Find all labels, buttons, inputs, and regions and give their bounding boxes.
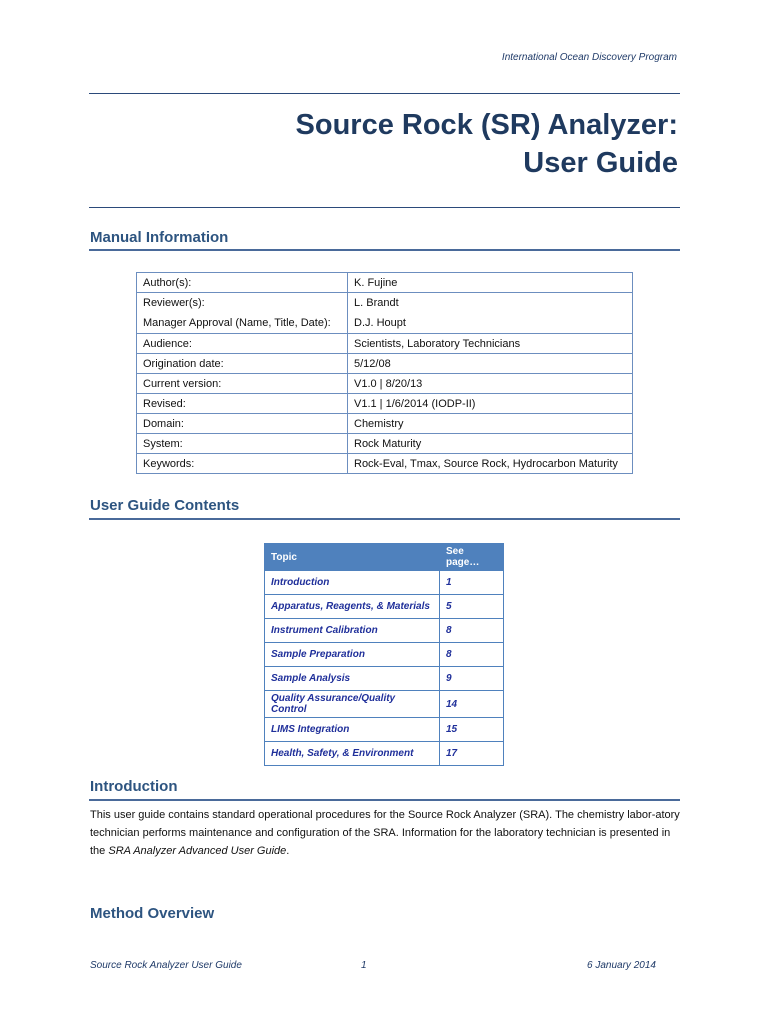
organization-name: International Ocean Discovery Program bbox=[501, 52, 677, 63]
title-rule bbox=[89, 207, 680, 208]
toc-topic-link[interactable]: LIMS Integration bbox=[265, 718, 440, 742]
table-row bbox=[137, 434, 633, 454]
toc-page-link[interactable]: 17 bbox=[440, 742, 504, 766]
info-key: Audience: bbox=[137, 334, 348, 354]
introduction-heading: Introduction bbox=[90, 778, 178, 795]
advanced-guide-reference: SRA Analyzer Advanced User Guide bbox=[108, 845, 287, 857]
toc-page-link[interactable]: 1 bbox=[440, 571, 504, 595]
top-rule bbox=[89, 93, 680, 94]
info-value: 5/12/08 bbox=[348, 354, 633, 374]
manual-info-table bbox=[136, 272, 633, 474]
topic-column-header: Topic bbox=[265, 544, 440, 571]
table-row bbox=[137, 394, 633, 414]
table-row bbox=[137, 454, 633, 474]
footer-date: 6 January 2014 bbox=[587, 960, 656, 971]
info-value: Chemistry bbox=[348, 414, 633, 434]
info-key: Origination date: bbox=[137, 354, 348, 374]
contents-table bbox=[264, 543, 504, 766]
table-row bbox=[137, 374, 633, 394]
info-value: D.J. Houpt bbox=[354, 317, 406, 329]
table-row bbox=[137, 293, 633, 334]
introduction-text-end: . bbox=[286, 845, 290, 857]
method-overview-heading: Method Overview bbox=[90, 905, 215, 922]
info-key: System: bbox=[137, 434, 348, 454]
info-key: Keywords: bbox=[137, 454, 348, 474]
page-column-header: See page… bbox=[440, 544, 504, 571]
toc-topic-link[interactable]: Instrument Calibration bbox=[265, 619, 440, 643]
toc-page-link[interactable]: 15 bbox=[440, 718, 504, 742]
toc-topic-link[interactable]: Apparatus, Reagents, & Materials bbox=[265, 595, 440, 619]
info-key: Author(s): bbox=[137, 273, 348, 293]
table-row[interactable] bbox=[265, 718, 504, 742]
table-row[interactable] bbox=[265, 691, 504, 718]
info-value: Rock Maturity bbox=[348, 434, 633, 454]
table-row[interactable] bbox=[265, 667, 504, 691]
info-key: Current version: bbox=[137, 374, 348, 394]
toc-page-link[interactable]: 14 bbox=[440, 691, 504, 718]
toc-topic-link[interactable]: Health, Safety, & Environment bbox=[265, 742, 440, 766]
toc-topic-link[interactable]: Sample Preparation bbox=[265, 643, 440, 667]
manual-info-heading: Manual Information bbox=[90, 229, 229, 246]
table-row bbox=[137, 334, 633, 354]
toc-page-link[interactable]: 5 bbox=[440, 595, 504, 619]
title-line-1: Source Rock (SR) Analyzer: bbox=[295, 109, 678, 141]
info-key: Manager Approval (Name, Title, Date): bbox=[143, 317, 331, 329]
footer-document-name: Source Rock Analyzer User Guide bbox=[90, 960, 242, 971]
introduction-paragraph bbox=[90, 806, 682, 860]
table-row bbox=[137, 414, 633, 434]
document-title bbox=[296, 106, 678, 182]
introduction-text: This user guide contains standard operational procedures for the Source Rock Analyzer (SRA). The chemistry labor-atory technician performs maintenance and configuration of the SRA. Information for the laboratory technician is presented in the bbox=[90, 809, 680, 857]
info-value-group bbox=[348, 293, 633, 334]
toc-page-link[interactable]: 8 bbox=[440, 619, 504, 643]
info-value: Rock-Eval, Tmax, Source Rock, Hydrocarbon Maturity bbox=[348, 454, 633, 474]
info-value: L. Brandt bbox=[354, 297, 399, 309]
toc-topic-link[interactable]: Sample Analysis bbox=[265, 667, 440, 691]
info-value: V1.0 | 8/20/13 bbox=[348, 374, 633, 394]
info-key: Revised: bbox=[137, 394, 348, 414]
table-header-row bbox=[265, 544, 504, 571]
table-row bbox=[137, 354, 633, 374]
info-key: Domain: bbox=[137, 414, 348, 434]
info-value: Scientists, Laboratory Technicians bbox=[348, 334, 633, 354]
table-row bbox=[137, 273, 633, 293]
introduction-rule bbox=[89, 799, 680, 801]
contents-heading: User Guide Contents bbox=[90, 497, 240, 514]
table-row[interactable] bbox=[265, 643, 504, 667]
toc-topic-link[interactable]: Quality Assurance/Quality Control bbox=[265, 691, 440, 718]
footer-page-number: 1 bbox=[361, 960, 367, 971]
info-key: Reviewer(s): bbox=[143, 297, 205, 309]
contents-rule bbox=[89, 518, 680, 520]
table-row[interactable] bbox=[265, 742, 504, 766]
table-row[interactable] bbox=[265, 619, 504, 643]
table-row[interactable] bbox=[265, 571, 504, 595]
toc-topic-link[interactable]: Introduction bbox=[265, 571, 440, 595]
info-value: V1.1 | 1/6/2014 (IODP-II) bbox=[348, 394, 633, 414]
title-line-2: User Guide bbox=[523, 147, 678, 179]
info-value: K. Fujine bbox=[348, 273, 633, 293]
table-row[interactable] bbox=[265, 595, 504, 619]
manual-info-rule bbox=[89, 249, 680, 251]
info-key-group bbox=[137, 293, 348, 334]
toc-page-link[interactable]: 8 bbox=[440, 643, 504, 667]
toc-page-link[interactable]: 9 bbox=[440, 667, 504, 691]
